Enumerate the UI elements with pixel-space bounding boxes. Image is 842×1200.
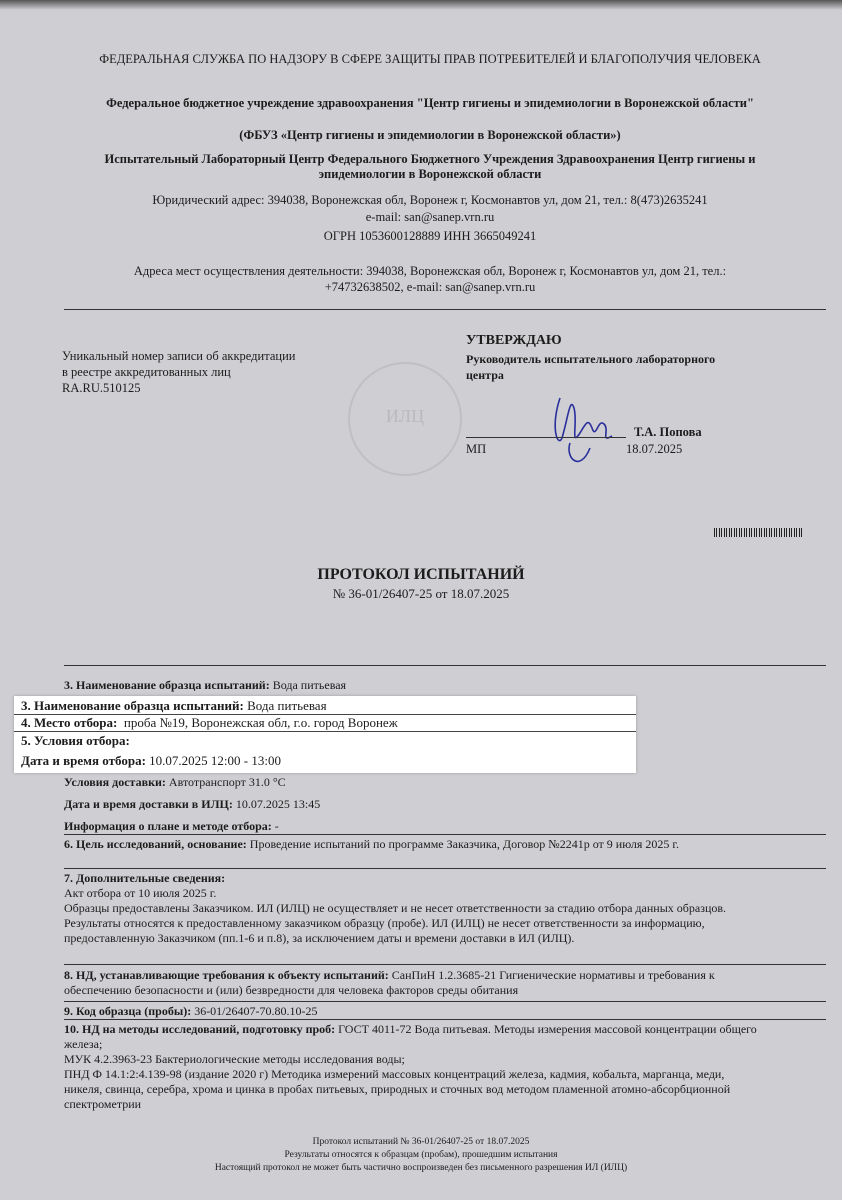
agency-name: ФЕДЕРАЛЬНАЯ СЛУЖБА ПО НАДЗОРУ В СФЕРЕ ЗАЩИТЫ ПРАВ ПОТРЕБИТЕЛЕЙ И БЛАГОПОЛУЧИЯ ЧЕЛОВЕКА (99, 52, 761, 66)
signature-line (466, 437, 626, 438)
accreditation-line1: Уникальный номер записи об аккредитации (62, 349, 296, 363)
header-divider (64, 309, 826, 310)
section-7-additional-info: 7. Дополнительные сведения: Акт отбора от 10 июля 2025 г. Образцы предоставлены Заказчиком. ИЛ (ИЛЦ) не осуществляет и не несет ответственности за стадию отбора данных образцов. Результаты относятся к предоставленному заказчиком образцу (пробе). ИЛ (ИЛЦ) не несет ответственности за информацию, предоставленную Заказчиком (пп.1-6 и п.8), за исключением даты и времени доставки в ИЛ (ИЛЦ). (64, 871, 727, 945)
legal-address: Юридический адрес: 394038, Воронежская обл, Воронеж г, Космонавтов ул, дом 21, тел.: 8(473)2635241 (152, 193, 708, 207)
institution-full: Федеральное бюджетное учреждение здравоохранения "Центр гигиены и эпидемиологии в Воронежской области" (106, 96, 754, 110)
approver-name: Т.А. Попова (634, 425, 702, 439)
barcode (714, 528, 804, 537)
section-10-methods: 10. НД на методы исследований, подготовку проб: ГОСТ 4011-72 Вода питьевая. Методы измерения массовой концентрации общего железа; МУК 4.2.3963-23 Бактериологические методы исследования воды; ПНД Ф 14.1:2:4.139-98 (издание 2020 г) Методика измерений массовых концентраций железа, кадмия, кобальта, марганца, меди, никеля, свинца, серебра, хрома и цинка в пробах питьевых, природных и сточных вод методом пламенной атомно-абсорбционной спектрометрии (64, 1022, 757, 1111)
ogrn-inn: ОГРН 1053600128889 ИНН 3665049241 (323, 229, 537, 243)
stamp-watermark: ИЛЦ (348, 362, 462, 476)
accreditation-line2: в реестре аккредитованных лиц (62, 365, 231, 379)
footer-reproduction-note: Настоящий протокол не может быть частично воспроизведен без письменного разрешения ИЛ (ИЛЦ) (214, 1163, 628, 1173)
signature-icon (540, 388, 620, 478)
approval-position: Руководитель испытательного лабораторного центра (466, 352, 716, 382)
sampling-plan-info: Информация о плане и методе отбора: - (64, 819, 279, 833)
section-divider (64, 665, 826, 666)
approval-date: 18.07.2025 (626, 442, 683, 456)
header-email: e-mail: san@sanep.vrn.ru (365, 210, 495, 224)
protocol-title: ПРОТОКОЛ ИСПЫТАНИЙ (317, 566, 525, 583)
mp-label: МП (466, 442, 487, 456)
institution-short: (ФБУЗ «Центр гигиены и эпидемиологии в Воронежской области») (239, 128, 621, 142)
lab-center-name: Испытательный Лабораторный Центр Федерального Бюджетного Учреждения Здравоохранения Центр гигиены и эпидемиологии в Воронежской области (104, 152, 756, 181)
highlight-box (14, 696, 636, 773)
activity-address-line2: +74732638502, e-mail: san@sanep.vrn.ru (324, 280, 536, 294)
section-4-sampling-place: 4. Место отбора: проба №19, Воронежская обл, г.о. город Воронеж (21, 715, 398, 730)
sampling-datetime: Дата и время отбора: 10.07.2025 12:00 - 13:00 (21, 753, 281, 768)
delivery-datetime: Дата и время доставки в ИЛЦ: 10.07.2025 13:45 (64, 797, 321, 811)
approval-title: УТВЕРЖДАЮ (466, 333, 562, 348)
footer-protocol-ref: Протокол испытаний № 36-01/26407-25 от 18.07.2025 (312, 1137, 530, 1147)
footer-results-note: Результаты относятся к образцам (пробам), прошедшим испытания (284, 1150, 558, 1160)
section-9-sample-code: 9. Код образца (пробы): 36-01/26407-70.80.10-25 (64, 1004, 318, 1018)
protocol-number: № 36-01/26407-25 от 18.07.2025 (332, 586, 510, 601)
top-shadow (0, 0, 842, 10)
accreditation-block (62, 348, 295, 396)
section-3-sample-name: 3. Наименование образца испытаний: Вода питьевая (21, 698, 327, 713)
accreditation-number: RA.RU.510125 (62, 381, 141, 395)
section-3-background: 3. Наименование образца испытаний: Вода питьевая (64, 678, 347, 692)
delivery-conditions: Условия доставки: Автотранспорт 31.0 °С (64, 775, 286, 789)
section-6-purpose: 6. Цель исследований, основание: Проведение испытаний по программе Заказчика, Договор №2241р от 9 июля 2025 г. (64, 837, 679, 851)
activity-address-line1: Адреса мест осуществления деятельности: 394038, Воронежская обл, Воронеж г, Космонавтов ул, дом 21, тел.: (133, 264, 727, 278)
section-8-requirements: 8. НД, устанавливающие требования к объекту испытаний: СанПиН 1.2.3685-21 Гигиенические нормативы и требования к обеспечению безопасности и (или) безвредности для человека факторов среды обитания (64, 968, 715, 997)
section-5-sampling-conditions: 5. Условия отбора: (21, 733, 130, 748)
